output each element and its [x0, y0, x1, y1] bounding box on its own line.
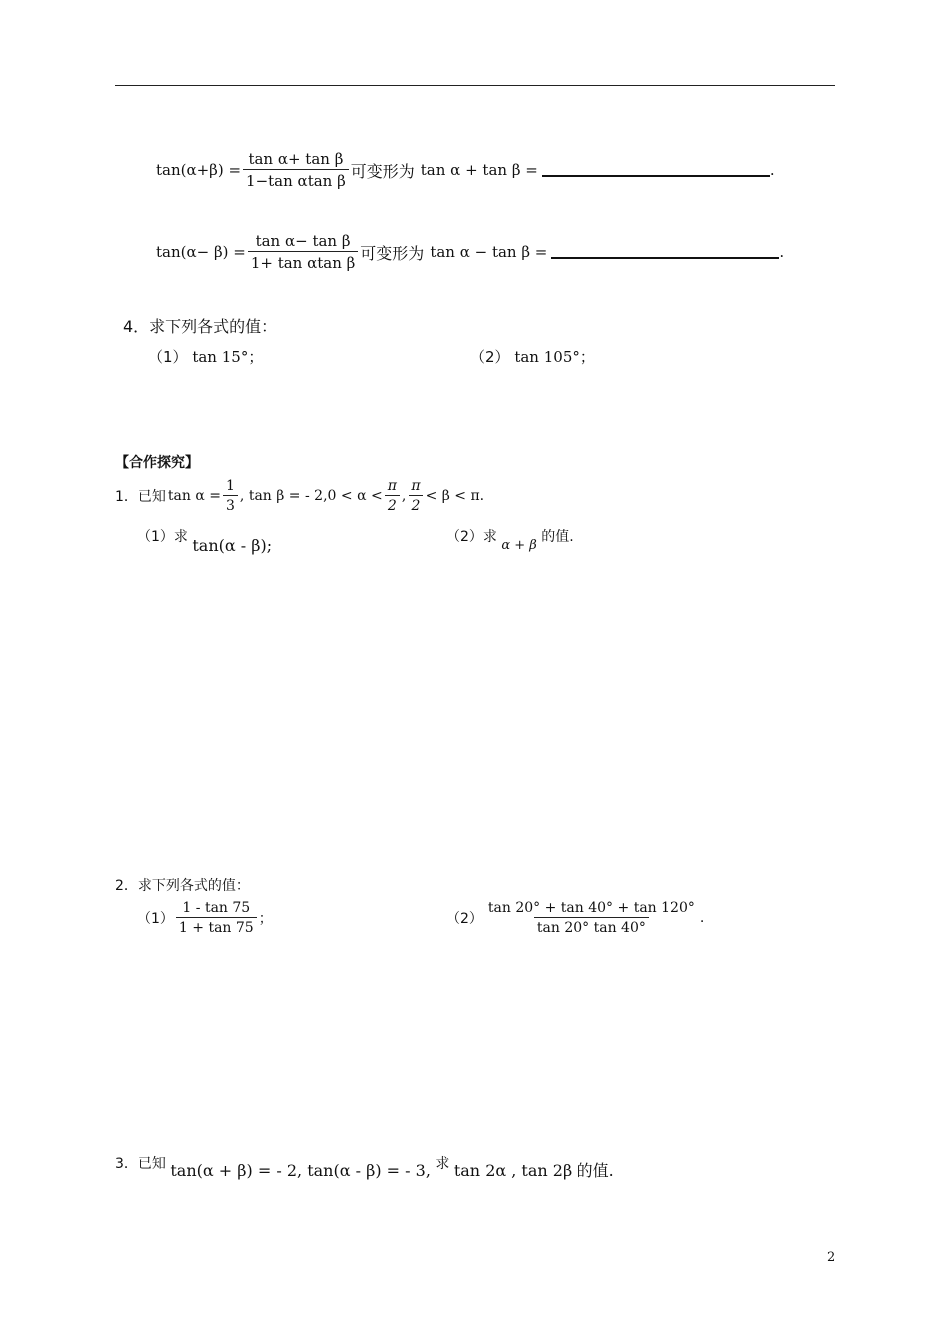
c1-fraction-third-num: 1 — [226, 478, 235, 494]
formula-diff-blank[interactable] — [551, 245, 779, 259]
c1-tan-a: tan α = — [167, 488, 221, 504]
c2-part2-denominator: tan 20° tan 40° — [534, 917, 649, 936]
q4-part2 — [470, 346, 595, 367]
c1-fraction-pi-den-1: 2 — [385, 495, 400, 514]
c3-qiu: 求 — [435, 1156, 450, 1172]
c1-fraction-pi-num-2: π — [411, 478, 421, 494]
formula-sum-blank[interactable] — [542, 163, 770, 177]
page-number: 2 — [827, 1250, 836, 1265]
c1-part1-expr: tan(α - β); — [192, 536, 273, 555]
c1-part2 — [446, 526, 574, 553]
formula-diff-numerator: tan α− tan β — [255, 232, 351, 250]
c2-part2-numerator: tan 20° + tan 40° + tan 120° — [487, 900, 695, 916]
c2-part1-fraction — [176, 900, 257, 936]
c1-part1 — [137, 526, 273, 555]
c2-part1 — [137, 900, 273, 936]
c1-comma: , — [401, 488, 407, 504]
c2-part2-fraction — [485, 900, 698, 936]
formula-sum-text: 可变形为 — [350, 161, 415, 181]
formula-sum-numerator: tan α+ tan β — [248, 150, 344, 168]
c2-title: 2．求下列各式的值： — [115, 878, 250, 894]
c1-part2-tail: 的值. — [541, 529, 574, 545]
formula-sum-denominator: 1−tan αtan β — [243, 169, 349, 190]
c3-statement — [115, 1150, 614, 1180]
formula-sum-fraction — [243, 150, 349, 190]
c1-fraction-pi-half-2 — [408, 478, 423, 514]
formula-sum-end: . — [769, 161, 775, 179]
c2-part2-tail: . — [699, 910, 705, 926]
formula-diff-denominator: 1+ tan αtan β — [248, 251, 358, 272]
formula-diff-end: . — [779, 243, 785, 261]
q4-title: 4．求下列各式的值： — [123, 317, 278, 336]
c1-fraction-third — [223, 478, 238, 514]
c3-expr2: tan 2α , tan 2β — [453, 1161, 573, 1180]
c3-tail: 的值. — [576, 1161, 614, 1180]
c2-part1-label: （1） — [137, 911, 174, 927]
q4-part1 — [148, 346, 263, 367]
c3-prefix: 3．已知 — [115, 1156, 166, 1172]
c1-mid: , tan β = - 2,0 < α < — [239, 488, 383, 504]
formula-sum-rhs: tan α + tan β = — [420, 161, 538, 179]
formula-diff-lhs: tan(α− β) = — [156, 243, 246, 261]
c2-part2-label: （2） — [446, 911, 483, 927]
formula-diff — [156, 232, 784, 272]
c1-part1-label: （1）求 — [137, 529, 188, 545]
c1-tail: < β < π. — [425, 488, 485, 504]
formula-sum — [156, 150, 775, 190]
q4-part2-label: （2） — [470, 348, 510, 366]
c2-part1-tail: ； — [258, 911, 273, 927]
formula-diff-text: 可变形为 — [360, 243, 425, 263]
c3-expr: tan(α + β) = - 2, tan(α - β) = - 3, — [170, 1161, 431, 1180]
formula-diff-rhs: tan α − tan β = — [430, 243, 548, 261]
c1-fraction-pi-den-2: 2 — [409, 495, 424, 514]
c1-part2-label: （2）求 — [446, 529, 497, 545]
c1-fraction-pi-num-1: π — [387, 478, 397, 494]
c1-fraction-pi-half-1 — [385, 478, 400, 514]
section-heading: 【合作探究】 — [115, 455, 199, 471]
c1-prefix: 1．已知 — [115, 489, 166, 505]
c2-part1-denominator: 1 + tan 75 — [176, 917, 257, 936]
q4-part1-expr: tan 15°； — [192, 348, 264, 366]
c2-part1-numerator: 1 - tan 75 — [182, 900, 251, 916]
header-rule — [115, 85, 835, 86]
formula-diff-fraction — [248, 232, 358, 272]
q4-part1-label: （1） — [148, 348, 188, 366]
c1-fraction-third-den: 3 — [223, 495, 238, 514]
formula-sum-lhs: tan(α+β) = — [156, 161, 242, 179]
c1-statement — [115, 478, 484, 514]
c2-part2 — [446, 900, 704, 936]
q4-part2-expr: tan 105°； — [514, 348, 595, 366]
c1-part2-expr: α + β — [501, 538, 537, 553]
